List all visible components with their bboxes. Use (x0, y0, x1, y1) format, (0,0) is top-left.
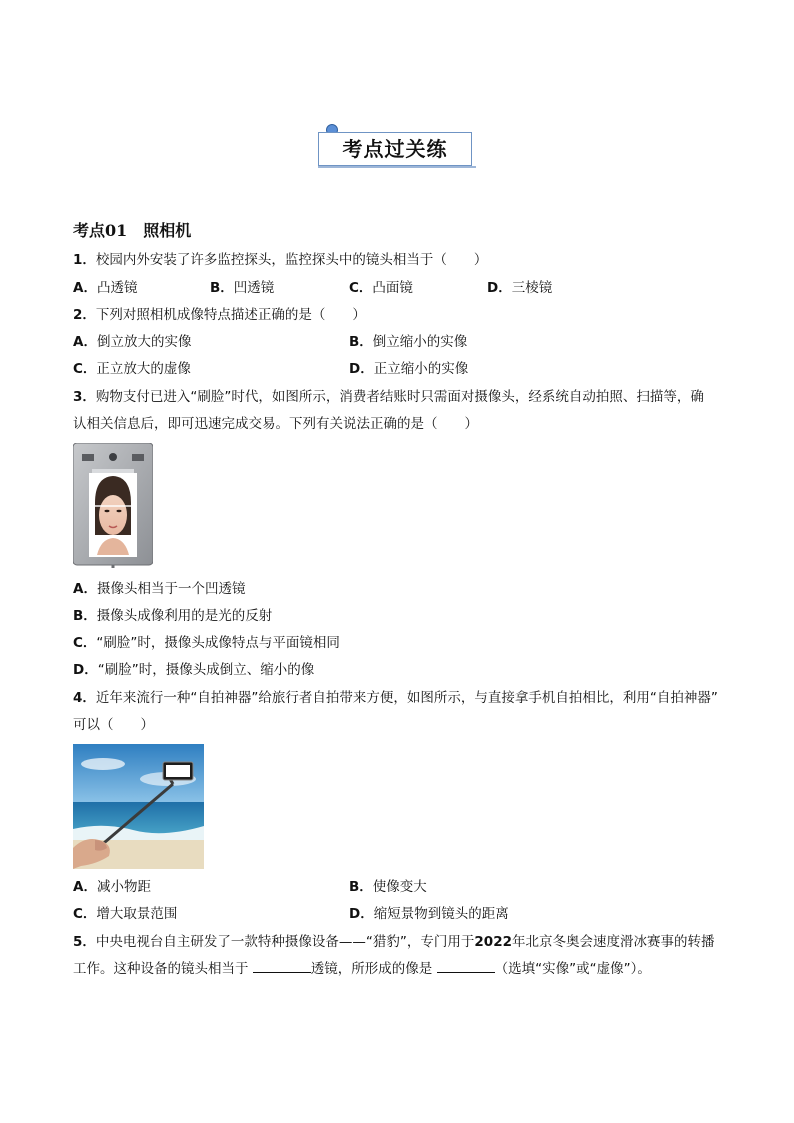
q3-option-d: D．“刷脸”时，摄像头成倒立、缩小的像 (73, 662, 315, 678)
q2-option-c: C．正立放大的虚像 (73, 361, 191, 377)
face-scanner-image (73, 443, 153, 568)
q2-option-d: D．正立缩小的实像 (349, 361, 469, 377)
section-heading: 考点01 照相机 (73, 221, 192, 240)
q4-option-a: A．减小物距 (73, 879, 151, 895)
q4-option-c: C．增大取景范围 (73, 906, 178, 922)
q1-option-d: D．三棱镜 (487, 280, 553, 296)
question-5: 5．中央电视台自主研发了一款特种摄像设备——“猎豹”，专门用于2022年北京冬奥会速度滑冰赛事的转播 (73, 934, 715, 950)
question-number: 1． (73, 252, 96, 268)
q3-option-b: B．摄像头成像利用的是光的反射 (73, 608, 273, 624)
selfie-stick-image (73, 744, 204, 869)
question-3-cont: 认相关信息后，即可迅速完成交易。下列有关说法正确的是（ ） (73, 416, 478, 432)
q3-option-c: C．“刷脸”时，摄像头成像特点与平面镜相同 (73, 635, 340, 651)
q1-option-c: C．凸面镜 (349, 280, 413, 296)
answer-blank-1[interactable] (253, 960, 311, 973)
q1-option-b: B．凹透镜 (210, 280, 275, 296)
question-5-cont: 工作。这种设备的镜头相当于 透镜，所形成的像是 （选填“实像”或“虚像”）。 (73, 961, 651, 977)
question-4-cont: 可以（ ） (73, 717, 154, 733)
title-underline (318, 166, 476, 168)
q1-option-a: A．凸透镜 (73, 280, 138, 296)
question-1 (73, 251, 487, 269)
q3-option-a: A．摄像头相当于一个凹透镜 (73, 581, 246, 597)
question-4: 4．近年来流行一种“自拍神器”给旅行者自拍带来方便，如图所示，与直接拿手机自拍相比，利用“自拍神器” (73, 690, 718, 706)
q2-option-a: A．倒立放大的实像 (73, 334, 192, 350)
q2-option-b: B．倒立缩小的实像 (349, 334, 468, 350)
q4-option-b: B．使像变大 (349, 879, 427, 895)
answer-blank-2[interactable] (437, 960, 495, 973)
title-box (318, 132, 472, 166)
question-2: 2．下列对照相机成像特点描述正确的是（ ） (73, 307, 366, 323)
question-stem: 校园内外安装了许多监控探头，监控探头中的镜头相当于（ ） (95, 252, 488, 268)
q4-option-d: D．缩短景物到镜头的距离 (349, 906, 509, 922)
page-title: 考点过关练 (342, 137, 448, 161)
question-3: 3．购物支付已进入“刷脸”时代，如图所示，消费者结账时只需面对摄像头，经系统自动拍照、扫描等，确 (73, 389, 704, 405)
